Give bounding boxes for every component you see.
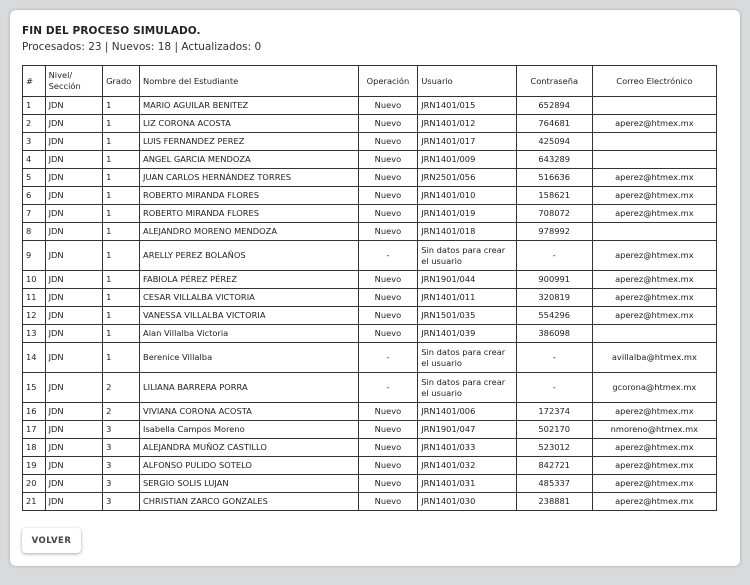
row-user: JRN1401/017 <box>418 133 517 151</box>
row-user: JRN1401/006 <box>418 403 517 421</box>
row-student-name: ANGEL GARCIA MENDOZA <box>140 151 359 169</box>
row-number: 20 <box>23 475 46 493</box>
row-number: 16 <box>23 403 46 421</box>
row-student-name: JUAN CARLOS HERNÁNDEZ TORRES <box>140 169 359 187</box>
row-grade: 3 <box>103 439 140 457</box>
row-operation: - <box>358 241 418 271</box>
row-level: JDN <box>45 169 102 187</box>
table-row <box>23 439 717 457</box>
row-password: 485337 <box>516 475 592 493</box>
row-grade: 1 <box>103 205 140 223</box>
row-operation: Nuevo <box>358 439 418 457</box>
row-operation: Nuevo <box>358 457 418 475</box>
table-row <box>23 325 717 343</box>
row-user: JRN1401/010 <box>418 187 517 205</box>
row-password: 652894 <box>516 97 592 115</box>
row-user: JRN1401/011 <box>418 289 517 307</box>
row-level: JDN <box>45 475 102 493</box>
row-grade: 1 <box>103 325 140 343</box>
row-student-name: Alan Villalba Victoria <box>140 325 359 343</box>
col-header-student-name: Nombre del Estudiante <box>140 66 359 97</box>
row-student-name: CHRISTIAN ZARCO GONZALES <box>140 493 359 511</box>
row-email: gcorona@htmex.mx <box>592 373 716 403</box>
col-header-grade: Grado <box>103 66 140 97</box>
row-email: aperez@htmex.mx <box>592 241 716 271</box>
row-user: JRN1401/012 <box>418 115 517 133</box>
table-row <box>23 493 717 511</box>
row-user: JRN1401/009 <box>418 151 517 169</box>
col-header-level: Nivel/ Sección <box>45 66 102 97</box>
row-email: aperez@htmex.mx <box>592 439 716 457</box>
row-email: aperez@htmex.mx <box>592 289 716 307</box>
table-row <box>23 475 717 493</box>
row-grade: 1 <box>103 289 140 307</box>
row-password: 516636 <box>516 169 592 187</box>
row-student-name: VANESSA VILLALBA VICTORIA <box>140 307 359 325</box>
row-user: JRN1401/019 <box>418 205 517 223</box>
process-summary: Procesados: 23 | Nuevos: 18 | Actualizados: 0 <box>22 41 262 53</box>
row-level: JDN <box>45 115 102 133</box>
row-password: 643289 <box>516 151 592 169</box>
row-student-name: SERGIO SOLIS LUJAN <box>140 475 359 493</box>
row-level: JDN <box>45 133 102 151</box>
row-operation: Nuevo <box>358 133 418 151</box>
row-user: JRN1901/047 <box>418 421 517 439</box>
row-password: 842721 <box>516 457 592 475</box>
row-number: 18 <box>23 439 46 457</box>
row-user: JRN1401/018 <box>418 223 517 241</box>
row-email: aperez@htmex.mx <box>592 115 716 133</box>
row-number: 2 <box>23 115 46 133</box>
row-operation: - <box>358 373 418 403</box>
row-level: JDN <box>45 187 102 205</box>
row-student-name: ALEJANDRO MORENO MENDOZA <box>140 223 359 241</box>
row-grade: 1 <box>103 223 140 241</box>
row-user: JRN1401/032 <box>418 457 517 475</box>
row-password: 158621 <box>516 187 592 205</box>
row-operation: Nuevo <box>358 187 418 205</box>
row-level: JDN <box>45 151 102 169</box>
row-student-name: Isabella Campos Moreno <box>140 421 359 439</box>
row-number: 9 <box>23 241 46 271</box>
table-row <box>23 289 717 307</box>
col-header-number: # <box>23 66 46 97</box>
row-grade: 2 <box>103 403 140 421</box>
row-number: 12 <box>23 307 46 325</box>
row-student-name: ROBERTO MIRANDA FLORES <box>140 187 359 205</box>
row-number: 8 <box>23 223 46 241</box>
row-password: 978992 <box>516 223 592 241</box>
row-number: 15 <box>23 373 46 403</box>
table-row <box>23 373 717 403</box>
row-grade: 1 <box>103 241 140 271</box>
row-number: 5 <box>23 169 46 187</box>
row-user: Sin datos para crear el usuario <box>418 241 517 271</box>
table-row <box>23 343 717 373</box>
row-password: 764681 <box>516 115 592 133</box>
row-student-name: MARIO AGUILAR BENITEZ <box>140 97 359 115</box>
row-email: avillalba@htmex.mx <box>592 343 716 373</box>
row-student-name: ALEJANDRA MUÑOZ CASTILLO <box>140 439 359 457</box>
row-operation: Nuevo <box>358 289 418 307</box>
table-header-row <box>23 66 717 97</box>
table-row <box>23 307 717 325</box>
col-header-user: Usuario <box>418 66 517 97</box>
row-password: 900991 <box>516 271 592 289</box>
row-email: aperez@htmex.mx <box>592 271 716 289</box>
row-password: 425094 <box>516 133 592 151</box>
row-email <box>592 133 716 151</box>
col-header-email: Correo Electrónico <box>592 66 716 97</box>
row-grade: 3 <box>103 457 140 475</box>
row-level: JDN <box>45 307 102 325</box>
row-operation: Nuevo <box>358 475 418 493</box>
row-grade: 2 <box>103 373 140 403</box>
table-row <box>23 187 717 205</box>
row-number: 7 <box>23 205 46 223</box>
row-email <box>592 223 716 241</box>
row-user: JRN2501/056 <box>418 169 517 187</box>
row-level: JDN <box>45 289 102 307</box>
back-button[interactable]: VOLVER <box>22 528 81 553</box>
row-user: JRN1401/030 <box>418 493 517 511</box>
table-row <box>23 115 717 133</box>
row-user: Sin datos para crear el usuario <box>418 343 517 373</box>
row-operation: Nuevo <box>358 421 418 439</box>
row-student-name: ROBERTO MIRANDA FLORES <box>140 205 359 223</box>
row-password: 502170 <box>516 421 592 439</box>
row-operation: Nuevo <box>358 223 418 241</box>
row-email <box>592 151 716 169</box>
row-student-name: FABIOLA PÉREZ PÉREZ <box>140 271 359 289</box>
table-row <box>23 97 717 115</box>
row-user: JRN1401/039 <box>418 325 517 343</box>
row-level: JDN <box>45 403 102 421</box>
table-row <box>23 403 717 421</box>
row-level: JDN <box>45 205 102 223</box>
table-row <box>23 241 717 271</box>
row-student-name: ARELLY PEREZ BOLAÑOS <box>140 241 359 271</box>
col-header-password: Contraseña <box>516 66 592 97</box>
row-operation: - <box>358 343 418 373</box>
row-operation: Nuevo <box>358 325 418 343</box>
row-student-name: LILIANA BARRERA PORRA <box>140 373 359 403</box>
row-password: 386098 <box>516 325 592 343</box>
row-grade: 1 <box>103 169 140 187</box>
row-user: Sin datos para crear el usuario <box>418 373 517 403</box>
row-grade: 3 <box>103 475 140 493</box>
row-operation: Nuevo <box>358 169 418 187</box>
row-password: 708072 <box>516 205 592 223</box>
results-card <box>10 10 740 566</box>
row-level: JDN <box>45 421 102 439</box>
row-number: 21 <box>23 493 46 511</box>
row-user: JRN1401/033 <box>418 439 517 457</box>
row-level: JDN <box>45 241 102 271</box>
row-operation: Nuevo <box>358 115 418 133</box>
row-user: JRN1401/031 <box>418 475 517 493</box>
row-password: - <box>516 343 592 373</box>
row-grade: 3 <box>103 421 140 439</box>
row-password: 172374 <box>516 403 592 421</box>
row-level: JDN <box>45 271 102 289</box>
row-operation: Nuevo <box>358 205 418 223</box>
results-table-body <box>23 97 717 511</box>
table-row <box>23 133 717 151</box>
row-operation: Nuevo <box>358 271 418 289</box>
row-email <box>592 325 716 343</box>
row-email: aperez@htmex.mx <box>592 403 716 421</box>
row-email: aperez@htmex.mx <box>592 493 716 511</box>
row-operation: Nuevo <box>358 151 418 169</box>
row-email: aperez@htmex.mx <box>592 457 716 475</box>
table-row <box>23 223 717 241</box>
row-number: 11 <box>23 289 46 307</box>
row-email: aperez@htmex.mx <box>592 475 716 493</box>
row-email <box>592 97 716 115</box>
row-grade: 1 <box>103 97 140 115</box>
row-grade: 1 <box>103 187 140 205</box>
row-operation: Nuevo <box>358 403 418 421</box>
row-password: 523012 <box>516 439 592 457</box>
row-student-name: ALFONSO PULIDO SOTELO <box>140 457 359 475</box>
row-operation: Nuevo <box>358 307 418 325</box>
row-number: 13 <box>23 325 46 343</box>
table-row <box>23 271 717 289</box>
row-email: nmoreno@htmex.mx <box>592 421 716 439</box>
row-student-name: LIZ CORONA ACOSTA <box>140 115 359 133</box>
col-header-operation: Operación <box>358 66 418 97</box>
row-password: - <box>516 373 592 403</box>
row-operation: Nuevo <box>358 493 418 511</box>
row-password: 238881 <box>516 493 592 511</box>
row-user: JRN1901/044 <box>418 271 517 289</box>
row-user: JRN1401/015 <box>418 97 517 115</box>
row-email: aperez@htmex.mx <box>592 307 716 325</box>
row-number: 14 <box>23 343 46 373</box>
row-email: aperez@htmex.mx <box>592 187 716 205</box>
row-student-name: CESAR VILLALBA VICTORIA <box>140 289 359 307</box>
row-student-name: LUIS FERNANDEZ PEREZ <box>140 133 359 151</box>
row-number: 3 <box>23 133 46 151</box>
row-grade: 1 <box>103 343 140 373</box>
row-operation: Nuevo <box>358 97 418 115</box>
results-table <box>22 65 717 511</box>
row-password: 320819 <box>516 289 592 307</box>
page-title: FIN DEL PROCESO SIMULADO. <box>22 25 201 37</box>
row-grade: 1 <box>103 133 140 151</box>
row-number: 19 <box>23 457 46 475</box>
row-level: JDN <box>45 343 102 373</box>
table-row <box>23 151 717 169</box>
row-password: 554296 <box>516 307 592 325</box>
row-level: JDN <box>45 373 102 403</box>
row-grade: 3 <box>103 493 140 511</box>
row-number: 6 <box>23 187 46 205</box>
row-student-name: Berenice Villalba <box>140 343 359 373</box>
row-grade: 1 <box>103 151 140 169</box>
row-student-name: VIVIANA CORONA ACOSTA <box>140 403 359 421</box>
row-level: JDN <box>45 457 102 475</box>
table-row <box>23 205 717 223</box>
row-number: 1 <box>23 97 46 115</box>
row-user: JRN1501/035 <box>418 307 517 325</box>
row-level: JDN <box>45 223 102 241</box>
row-email: aperez@htmex.mx <box>592 205 716 223</box>
table-row <box>23 457 717 475</box>
row-level: JDN <box>45 439 102 457</box>
row-level: JDN <box>45 493 102 511</box>
table-row <box>23 169 717 187</box>
row-number: 4 <box>23 151 46 169</box>
row-number: 10 <box>23 271 46 289</box>
row-number: 17 <box>23 421 46 439</box>
table-row <box>23 421 717 439</box>
row-email: aperez@htmex.mx <box>592 169 716 187</box>
row-grade: 1 <box>103 115 140 133</box>
row-grade: 1 <box>103 307 140 325</box>
row-level: JDN <box>45 97 102 115</box>
row-password: - <box>516 241 592 271</box>
row-grade: 1 <box>103 271 140 289</box>
row-level: JDN <box>45 325 102 343</box>
